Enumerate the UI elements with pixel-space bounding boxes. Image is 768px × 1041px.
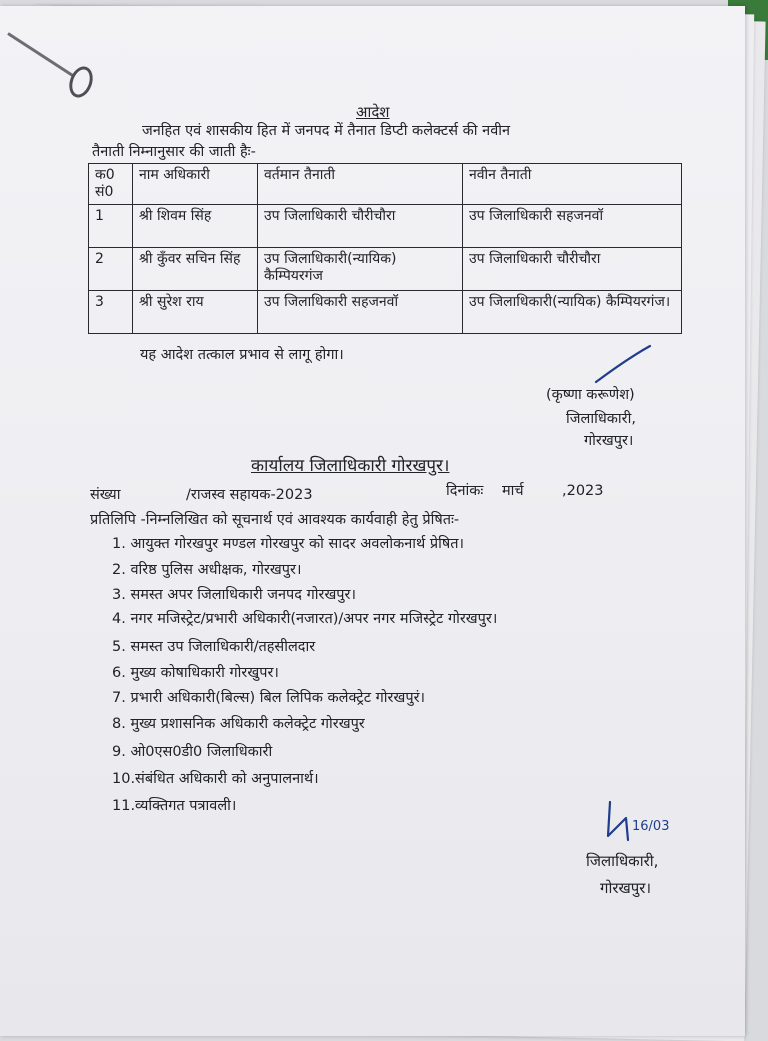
document-page (0, 6, 745, 1036)
table-row (89, 205, 682, 248)
cell-new-posting: उप जिलाधिकारी चौरीचौरा (463, 248, 682, 291)
header-new-posting: नवीन तैनाती (463, 164, 682, 205)
office-title: कार्यालय जिलाधिकारी गोरखपुर। (251, 456, 450, 476)
list-item: 8. मुख्य प्रशासनिक अधिकारी कलेक्ट्रेट गोरखपुर (112, 716, 365, 732)
table-row (89, 291, 682, 334)
reference-number-label: संख्या (90, 487, 121, 503)
cell-new-posting: उप जिलाधिकारी(न्यायिक) कैम्पियरगंज। (463, 291, 682, 334)
cell-name: श्री सुरेश राय (133, 291, 258, 334)
list-item: 11.व्यक्तिगत पत्रावली। (112, 798, 237, 814)
list-item: 2. वरिष्ठ पुलिस अधीक्षक, गोरखपुर। (112, 562, 302, 578)
cell-new-posting: उप जिलाधिकारी सहजनवॉ (463, 205, 682, 248)
list-item: 10.संबंधित अधिकारी को अनुपालनार्थ। (112, 771, 319, 787)
pin-head-icon (65, 63, 97, 101)
header-name: नाम अधिकारी (133, 164, 258, 205)
posting-table (88, 163, 682, 334)
effect-statement: यह आदेश तत्काल प्रभाव से लागू होगा। (140, 347, 344, 363)
cell-sno: 2 (89, 248, 133, 291)
copy-intro: प्रतिलिपि -निम्नलिखित को सूचनार्थ एवं आवश्यक कार्यवाही हेतु प्रेषितः- (90, 512, 460, 528)
header-sno: क0 सं0 (89, 164, 133, 205)
cell-current-posting: उप जिलाधिकारी(न्यायिक) कैम्पियरगंज (258, 248, 463, 291)
signature-icon (592, 342, 656, 388)
final-signatory-designation: जिलाधिकारी, (586, 852, 659, 870)
cell-name: श्री शिवम सिंह (133, 205, 258, 248)
list-item: 5. समस्त उप जिलाधिकारी/तहसीलदार (112, 639, 316, 655)
cell-current-posting: उप जिलाधिकारी चौरीचौरा (258, 205, 463, 248)
list-item: 1. आयुक्त गोरखपुर मण्डल गोरखपुर को सादर अवलोकनार्थ प्रेषित। (112, 536, 465, 552)
cell-sno: 1 (89, 205, 133, 248)
list-item: 9. ओ0एस0डी0 जिलाधिकारी (112, 744, 273, 760)
pin-icon (7, 32, 74, 77)
signatory-name: (कृष्णा करूणेश) (546, 387, 635, 403)
list-item: 4. नगर मजिस्ट्रेट/प्रभारी अधिकारी(नजारत)/अपर नगर मजिस्ट्रेट गोरखपुर। (112, 611, 498, 627)
date-label: दिनांकः (446, 483, 484, 499)
order-title: आदेश (356, 103, 390, 121)
table-header-row (89, 164, 682, 205)
order-intro-line-2: तैनाती निम्नानुसार की जाती हैः- (92, 144, 256, 160)
list-item: 3. समस्त अपर जिलाधिकारी जनपद गोरखपुर। (112, 587, 356, 603)
header-current-posting: वर्तमान तैनाती (258, 164, 463, 205)
cell-name: श्री कुँवर सचिन सिंह (133, 248, 258, 291)
reference-section: /राजस्व सहायक-2023 (186, 487, 313, 503)
cell-sno: 3 (89, 291, 133, 334)
list-item: 6. मुख्य कोषाधिकारी गोरखुपर। (112, 665, 279, 681)
order-intro-line-1: जनहित एवं शासकीय हित में जनपद में तैनात डिप्टी कलेक्टर्स की नवीन (142, 123, 511, 139)
table-row (89, 248, 682, 291)
final-signatory-place: गोरखपुर। (600, 879, 652, 897)
date-month: मार्च (502, 483, 524, 499)
list-item: 7. प्रभारी अधिकारी(बिल्स) बिल लिपिक कलेक्ट्रेट गोरखपुरं। (112, 690, 426, 706)
cell-current-posting: उप जिलाधिकारी सहजनवॉ (258, 291, 463, 334)
signatory-place: गोरखपुर। (584, 433, 634, 449)
date-year: ,2023 (562, 483, 604, 499)
handwritten-signature-date-icon (602, 800, 672, 846)
signatory-designation: जिलाधिकारी, (566, 411, 636, 427)
handwritten-date: 16/03 (632, 819, 670, 834)
